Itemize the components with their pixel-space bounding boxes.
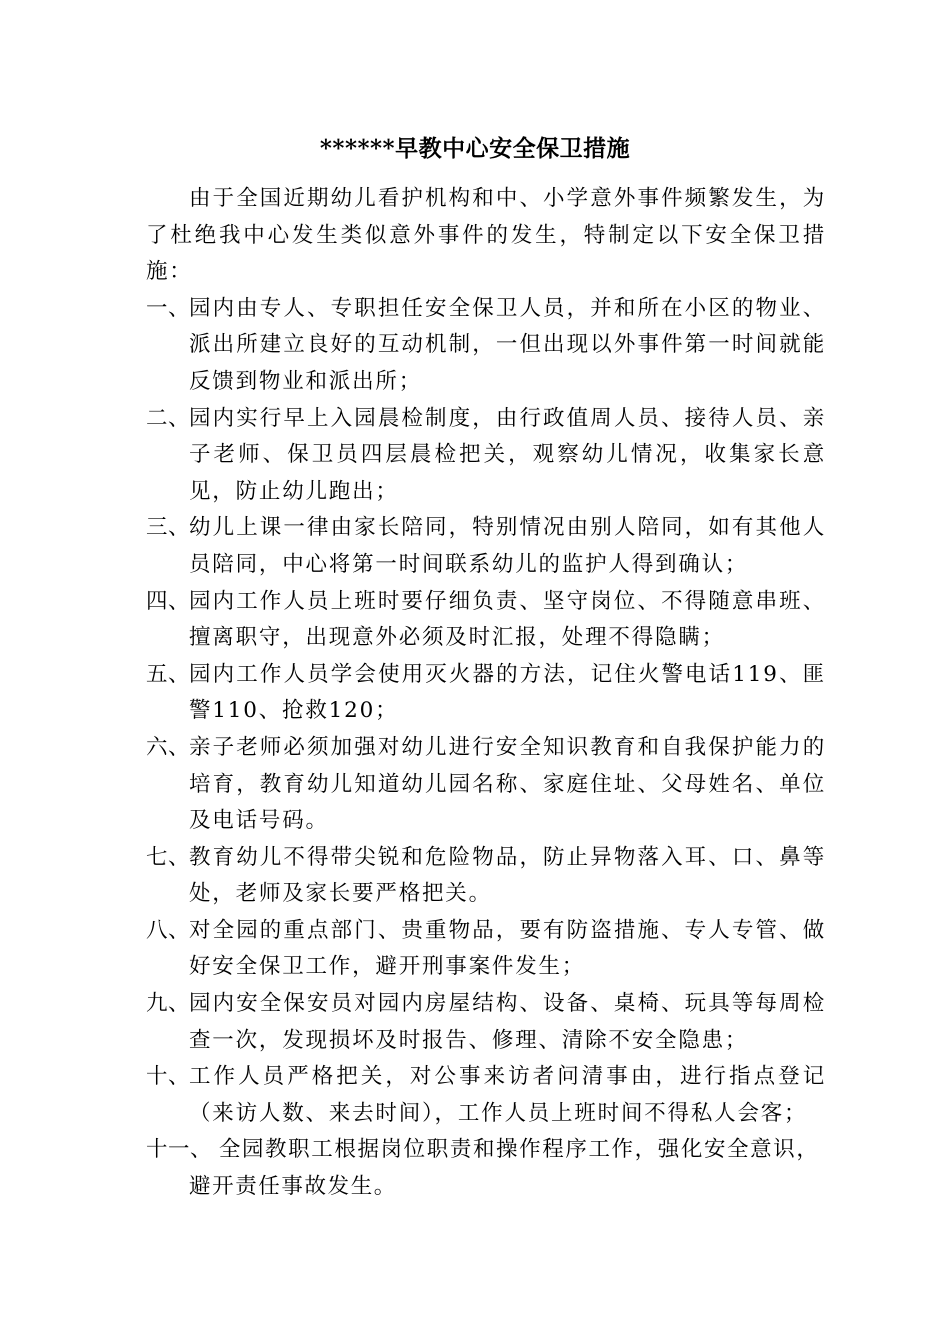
item-number: 九、 (146, 991, 191, 1017)
list-item (146, 584, 826, 657)
item-number: 五、 (146, 661, 191, 687)
document-body (146, 181, 826, 1206)
item-text: 教育幼儿不得带尖锐和危险物品，防止异物落入耳、口、鼻等处，老师及家长要严格把关。 (189, 844, 826, 907)
item-text: 全园教职工根据岗位职责和操作程序工作，强化安全意识，避开责任事故发生。 (189, 1137, 820, 1200)
item-number: 十、 (146, 1064, 191, 1090)
item-text: 园内安全保安员对园内房屋结构、设备、桌椅、玩具等每周检查一次，发现损坏及时报告、修理、清除不安全隐患； (189, 991, 826, 1053)
item-number: 一、 (146, 295, 191, 321)
item-number: 八、 (146, 917, 191, 943)
item-text: 园内由专人、专职担任安全保卫人员，并和所在小区的物业、派出所建立良好的互动机制，一但出现以外事件第一时间就能反馈到物业和派出所； (189, 295, 826, 394)
list-item (146, 1059, 826, 1132)
item-text: 对全园的重点部门、贵重物品，要有防盗措施、专人专管、做好安全保卫工作，避开刑事案件发生； (189, 917, 826, 980)
list-item (146, 657, 826, 730)
list-item (146, 913, 826, 986)
item-text: 工作人员严格把关，对公事来访者问清事由，进行指点登记（来访人数、来去时间），工作人员上班时间不得私人会客； (189, 1064, 826, 1126)
list-item (146, 1132, 826, 1205)
intro-paragraph: 由于全国近期幼儿看护机构和中、小学意外事件频繁发生，为了杜绝我中心发生类似意外事件的发生，特制定以下安全保卫措施： (146, 186, 826, 285)
item-number: 二、 (146, 405, 191, 431)
list-item (146, 986, 826, 1059)
item-text: 幼儿上课一律由家长陪同，特别情况由别人陪同，如有其他人员陪同，中心将第一时间联系幼儿的监护人得到确认； (189, 515, 826, 577)
item-text: 园内工作人员学会使用灭火器的方法，记住火警电话119、匪警110、抢救120； (189, 661, 826, 724)
item-text: 亲子老师必须加强对幼儿进行安全知识教育和自我保护能力的培育，教育幼儿知道幼儿园名称、家庭住址、父母姓名、单位及电话号码。 (189, 734, 826, 834)
item-number: 四、 (146, 588, 191, 614)
item-number: 三、 (146, 515, 191, 541)
item-number: 六、 (146, 734, 191, 760)
list-item (146, 401, 826, 511)
item-number: 十一、 (146, 1137, 213, 1163)
list-item (146, 510, 826, 583)
item-number: 七、 (146, 844, 191, 870)
item-text: 园内工作人员上班时要仔细负责、坚守岗位、不得随意串班、擅离职守，出现意外必须及时汇报，处理不得隐瞒； (189, 588, 826, 651)
list-item (146, 291, 826, 401)
item-text: 园内实行早上入园晨检制度，由行政值周人员、接待人员、亲子老师、保卫员四层晨检把关，观察幼儿情况，收集家长意见，防止幼儿跑出； (189, 405, 826, 504)
document-title: ******早教中心安全保卫措施 (319, 135, 631, 162)
list-item (146, 840, 826, 913)
list-item (146, 730, 826, 840)
